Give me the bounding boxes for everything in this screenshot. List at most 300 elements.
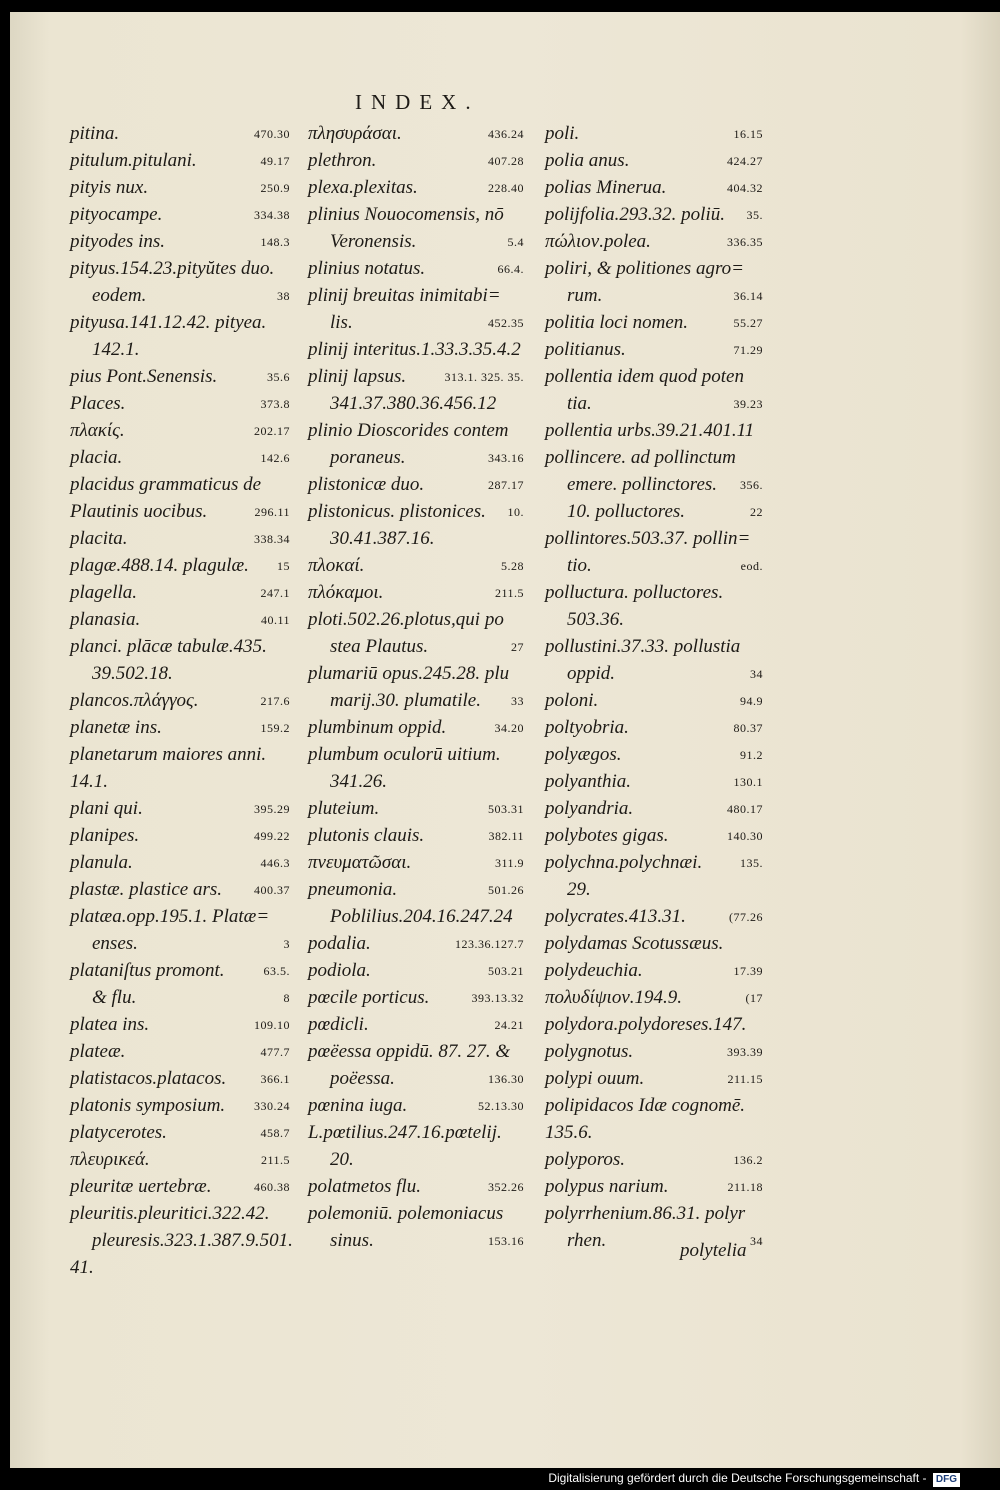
index-entry [70,1092,290,1119]
entry-term: πνευματῶσαι. [308,852,412,873]
entry-term: polyandria. [545,798,634,819]
entry-term: planetarum maiores anni. [70,744,267,765]
entry-term: polyanthia. [545,771,632,792]
index-entry [545,336,763,363]
index-entry [308,1200,524,1227]
index-entry [70,525,290,552]
entry-term: poëessa. [330,1068,395,1089]
entry-reference: 109.10 [254,1018,290,1032]
index-entry [545,228,763,255]
index-entry [70,957,290,984]
entry-term: & flu. [92,987,137,1008]
entry-reference: 503.31 [488,802,524,816]
entry-term: plinius Nouocomensis, nō [308,204,504,225]
entry-term: πλησυράσαι. [308,123,402,144]
entry-reference: 148.3 [260,235,290,249]
entry-term: planci. plācæ tabulæ.435. [70,636,267,657]
index-entry [70,660,290,687]
entry-term: poliri, & politiones agro= [545,258,744,279]
index-entry [308,552,524,579]
entry-reference: 123.36.127.7 [455,937,524,951]
index-entry [308,471,524,498]
entry-term: plinius notatus. [308,258,426,279]
entry-reference: 71.29 [733,343,763,357]
index-entry [70,1227,293,1254]
entry-term: sinus. [330,1230,374,1251]
index-entry [70,417,290,444]
index-entry [545,417,763,444]
index-entry [308,1038,524,1065]
entry-reference: 15 [277,559,290,573]
index-column-2 [308,120,524,1254]
index-entry [545,849,763,876]
entry-term: polia anus. [545,150,630,171]
entry-reference: 338.34 [254,532,290,546]
entry-term: Veronensis. [330,231,417,252]
entry-term: plinij breuitas inimitabi= [308,285,501,306]
entry-term: πολυδίψιον.194.9. [545,987,683,1008]
entry-reference: 140.30 [727,829,763,843]
index-entry [308,174,524,201]
entry-reference: 136.30 [488,1072,524,1086]
index-entry [545,1065,763,1092]
entry-term: platycerotes. [70,1122,167,1143]
entry-term: plistonicus. plistonices. [308,501,486,522]
entry-term: pœdicli. [308,1014,369,1035]
entry-term: marij.30. plumatile. [330,690,481,711]
entry-term: plateæ. [70,1041,126,1062]
index-entry [70,336,290,363]
entry-reference: 40.11 [260,613,290,627]
index-entry [308,768,524,795]
entry-reference: 39.23 [733,397,763,411]
index-entry [70,309,290,336]
entry-reference: 52.13.30 [478,1099,524,1113]
index-entry [70,984,290,1011]
index-entry [70,201,290,228]
footer-credit [548,1468,960,1488]
entry-reference: 458.7 [260,1126,290,1140]
entry-term: planula. [70,852,133,873]
index-entry [545,471,763,498]
entry-term: Places. [70,393,126,414]
entry-reference: 217.6 [260,694,290,708]
entry-reference: 8 [283,991,290,1005]
entry-reference: 34 [750,1234,763,1248]
entry-term: polijfolia.293.32. poliū. [545,204,725,225]
index-entry [545,363,763,390]
index-entry [308,255,524,282]
entry-term: pœëessa oppidū. 87. 27. & [308,1041,511,1062]
index-column-1 [70,120,293,1281]
entry-reference: 334.38 [254,208,290,222]
entry-term: plagella. [70,582,138,603]
entry-term: plumbinum oppid. [308,717,447,738]
entry-reference: 34 [750,667,763,681]
entry-reference: 228.40 [488,181,524,195]
entry-term: plastæ. plastice ars. [70,879,223,900]
entry-reference: 63.5. [263,964,290,978]
entry-reference: 91.2 [740,748,763,762]
entry-reference: 477.7 [260,1045,290,1059]
entry-reference: 470.30 [254,127,290,141]
index-entry [545,876,763,903]
entry-term: polycrates.413.31. [545,906,686,927]
index-entry [545,768,763,795]
entry-term: platonis symposium. [70,1095,226,1116]
entry-term: podiola. [308,960,371,981]
index-entry [70,1038,290,1065]
index-entry [308,903,524,930]
entry-reference: (77.26 [729,910,763,924]
entry-term: plutonis clauis. [308,825,425,846]
index-entry [308,363,524,390]
entry-term: placia. [70,447,123,468]
entry-reference: 452.35 [488,316,524,330]
entry-reference: 5.4 [507,235,524,249]
entry-reference: 404.32 [727,181,763,195]
index-entry [545,606,763,633]
entry-reference: 446.3 [260,856,290,870]
index-entry [70,390,290,417]
index-entry [70,876,290,903]
entry-reference: 366.1 [260,1072,290,1086]
entry-term: poltyobria. [545,717,629,738]
index-entry [70,1254,290,1281]
entry-term: poraneus. [330,447,406,468]
entry-term: plinij interitus.1.33.3.35.4.2 [308,339,521,360]
index-entry [70,498,290,525]
entry-reference: 35.6 [267,370,290,384]
index-entry [545,1011,763,1038]
entry-term: pityis nux. [70,177,149,198]
index-entry [308,1119,524,1146]
index-entry [70,633,290,660]
entry-term: polypi ouum. [545,1068,645,1089]
entry-term: polyrrhenium.86.31. polyr [545,1203,746,1224]
index-entry [70,1119,290,1146]
entry-term: enses. [92,933,138,954]
entry-term: politianus. [545,339,626,360]
entry-reference: 3 [283,937,290,951]
entry-term: polyporos. [545,1149,626,1170]
entry-term: plexa.plexitas. [308,177,418,198]
entry-term: polipidacos Idæ cognomē. [545,1095,746,1116]
index-entry [308,795,524,822]
entry-reference: 373.8 [260,397,290,411]
entry-term: πλοκαί. [308,555,365,576]
entry-reference: 153.16 [488,1234,524,1248]
entry-term: polemoniū. polemoniacus [308,1203,504,1224]
index-entry [545,201,763,228]
entry-term: πλόκαμοι. [308,582,384,603]
entry-reference: 393.13.32 [471,991,524,1005]
entry-term: politia loci nomen. [545,312,689,333]
index-entry [308,498,524,525]
entry-term: pollustini.37.33. pollustia [545,636,741,657]
entry-term: oppid. [567,663,616,684]
dfg-logo: DFG [933,1473,960,1487]
entry-term: pœcile porticus. [308,987,430,1008]
entry-reference: 10. [507,505,524,519]
index-entry [70,471,290,498]
entry-reference: 136.2 [733,1153,763,1167]
entry-reference: 503.21 [488,964,524,978]
index-entry [545,390,763,417]
entry-reference: 34.20 [494,721,524,735]
entry-term: pollintores.503.37. pollin= [545,528,751,549]
entry-reference: 436.24 [488,127,524,141]
entry-term: pityodes ins. [70,231,165,252]
entry-term: stea Plautus. [330,636,429,657]
index-entry [308,1092,524,1119]
index-entry [545,1146,763,1173]
index-entry [308,849,524,876]
entry-term: 29. [567,879,591,900]
entry-term: platea ins. [70,1014,150,1035]
index-entry [308,228,524,255]
entry-term: 10. polluctores. [567,501,686,522]
entry-reference: 38 [277,289,290,303]
entry-reference: 211.5 [260,1153,290,1167]
index-entry [308,1065,524,1092]
entry-term: plumbum oculorū uitium. [308,744,501,765]
index-entry [70,795,290,822]
index-entry [308,336,524,363]
index-entry [545,1092,763,1119]
entry-reference: 313.1. 325. 35. [444,370,524,384]
entry-term: pleuresis.323.1.387.9.501. [92,1230,293,1251]
index-entry [308,120,524,147]
entry-reference: 460.38 [254,1180,290,1194]
entry-reference: 135. [740,856,763,870]
index-entry [70,228,290,255]
entry-term: poloni. [545,690,599,711]
book-page [10,12,1000,1468]
index-entry [70,1146,290,1173]
entry-reference: 66.4. [497,262,524,276]
entry-term: pleuritis.pleuritici.322.42. [70,1203,270,1224]
index-entry [545,498,763,525]
entry-term: 30.41.387.16. [330,528,435,549]
entry-term: placidus grammaticus de [70,474,262,495]
index-entry [545,714,763,741]
entry-reference: 247.1 [260,586,290,600]
index-entry [70,822,290,849]
entry-reference: 382.11 [488,829,524,843]
index-entry [308,201,524,228]
index-entry [308,417,524,444]
index-entry [308,930,524,957]
entry-reference: 211.5 [494,586,524,600]
entry-reference: 159.2 [260,721,290,735]
entry-reference: 33 [511,694,524,708]
entry-term: polypus narium. [545,1176,669,1197]
entry-term: planasia. [70,609,141,630]
entry-term: poli. [545,123,580,144]
index-entry [308,147,524,174]
entry-term: polluctura. polluctores. [545,582,724,603]
index-entry [545,444,763,471]
entry-reference: 407.28 [488,154,524,168]
entry-reference: 211.18 [727,1180,763,1194]
index-entry [70,741,290,768]
entry-term: L.pœtilius.247.16.pœtelij. [308,1122,502,1143]
index-entry [308,1227,524,1254]
index-entry [308,741,524,768]
index-entry [545,282,763,309]
entry-term: 20. [330,1149,354,1170]
index-entry [545,1038,763,1065]
index-entry [308,390,524,417]
entry-reference: 501.26 [488,883,524,897]
entry-reference: 36.14 [733,289,763,303]
index-entry [545,579,763,606]
index-entry [545,525,763,552]
entry-reference: 80.37 [733,721,763,735]
index-entry [70,255,290,282]
index-entry [308,525,524,552]
index-entry [70,174,290,201]
index-entry [308,309,524,336]
entry-reference: 24.21 [494,1018,524,1032]
index-entry [545,957,763,984]
entry-reference: 55.27 [733,316,763,330]
index-entry [308,714,524,741]
entry-term: planipes. [70,825,140,846]
entry-term: plistonicæ duo. [308,474,425,495]
index-entry [308,633,524,660]
index-entry [70,930,290,957]
entry-term: tia. [567,393,592,414]
index-entry [308,687,524,714]
index-entry [545,633,763,660]
index-entry [545,795,763,822]
catchword: polytelia [680,1240,747,1261]
entry-reference: 480.17 [727,802,763,816]
entry-term: emere. pollinctores. [567,474,718,495]
index-entry [70,444,290,471]
entry-reference: 35. [746,208,763,222]
index-entry [70,849,290,876]
index-entry [308,984,524,1011]
entry-term: plataniſtus promont. [70,960,225,981]
entry-reference: 250.9 [260,181,290,195]
index-entry [545,930,763,957]
entry-term: pius Pont.Senensis. [70,366,218,387]
index-entry [545,903,763,930]
entry-term: polias Minerua. [545,177,667,198]
index-entry [70,147,290,174]
entry-reference: eod. [740,559,763,573]
entry-term: plumariū opus.245.28. plu [308,663,510,684]
entry-term: πλευρικεά. [70,1149,150,1170]
index-entry [70,1065,290,1092]
entry-term: pollincere. ad pollinctum [545,447,736,468]
entry-term: pneumonia. [308,879,398,900]
index-entry [70,768,290,795]
index-entry [70,120,290,147]
entry-term: 341.37.380.36.456.12 [330,393,497,414]
entry-term: rum. [567,285,603,306]
index-entry [70,282,290,309]
entry-term: 14.1. [70,771,108,792]
entry-term: pœnina iuga. [308,1095,408,1116]
entry-term: polybotes gigas. [545,825,669,846]
index-entry [70,1173,290,1200]
index-entry [70,1011,290,1038]
entry-term: pityus.154.23.pityŭtes duo. [70,258,275,279]
entry-term: pluteium. [308,798,380,819]
entry-term: pollentia urbs.39.21.401.11 [545,420,755,441]
entry-reference: 393.39 [727,1045,763,1059]
index-entry [70,903,290,930]
index-entry [308,1173,524,1200]
entry-term: 503.36. [567,609,624,630]
index-entry [545,1173,763,1200]
index-entry [70,1200,290,1227]
entry-term: ploti.502.26.plotus,qui po [308,609,504,630]
entry-term: plethron. [308,150,377,171]
entry-term: Plautinis uocibus. [70,501,208,522]
index-entry [308,822,524,849]
entry-term: plagæ.488.14. plagulæ. [70,555,249,576]
entry-term: plinio Dioscorides contem [308,420,509,441]
entry-term: 41. [70,1257,94,1278]
entry-term: pityocampe. [70,204,163,225]
entry-term: plinij lapsus. [308,366,407,387]
entry-term: polychna.polychnæi. [545,852,703,873]
index-entry [545,174,763,201]
index-entry [308,444,524,471]
index-entry [545,255,763,282]
entry-term: polydora.polydoreses.147. [545,1014,747,1035]
entry-reference: 17.39 [733,964,763,978]
entry-reference: 211.15 [727,1072,763,1086]
entry-reference: 336.35 [727,235,763,249]
index-entry [545,120,763,147]
entry-term: planetæ ins. [70,717,162,738]
index-entry [70,687,290,714]
entry-reference: (17 [745,991,763,1005]
entry-term: pitina. [70,123,120,144]
entry-term: placita. [70,528,128,549]
entry-term: platistacos.platacos. [70,1068,227,1089]
entry-term: polydeuchia. [545,960,643,981]
index-entry [545,687,763,714]
index-entry [545,147,763,174]
index-entry [545,822,763,849]
entry-reference: 296.11 [254,505,290,519]
index-entry [70,579,290,606]
index-entry [308,660,524,687]
entry-reference: 22 [750,505,763,519]
footer-text: Digitalisierung gefördert durch die Deutsche Forschungsgemeinschaft - [548,1471,927,1485]
index-entry [308,282,524,309]
entry-reference: 27 [511,640,524,654]
entry-term: tio. [567,555,592,576]
entry-term: pleuritæ uertebræ. [70,1176,212,1197]
entry-term: pitulum.pitulani. [70,150,197,171]
entry-reference: 287.17 [488,478,524,492]
entry-term: eodem. [92,285,147,306]
entry-reference: 424.27 [727,154,763,168]
index-column-3 [545,120,763,1254]
entry-reference: 330.24 [254,1099,290,1113]
entry-term: Poblilius.204.16.247.24 [330,906,513,927]
entry-term: plancos.πλάγγος. [70,690,199,711]
entry-term: polatmetos flu. [308,1176,421,1197]
